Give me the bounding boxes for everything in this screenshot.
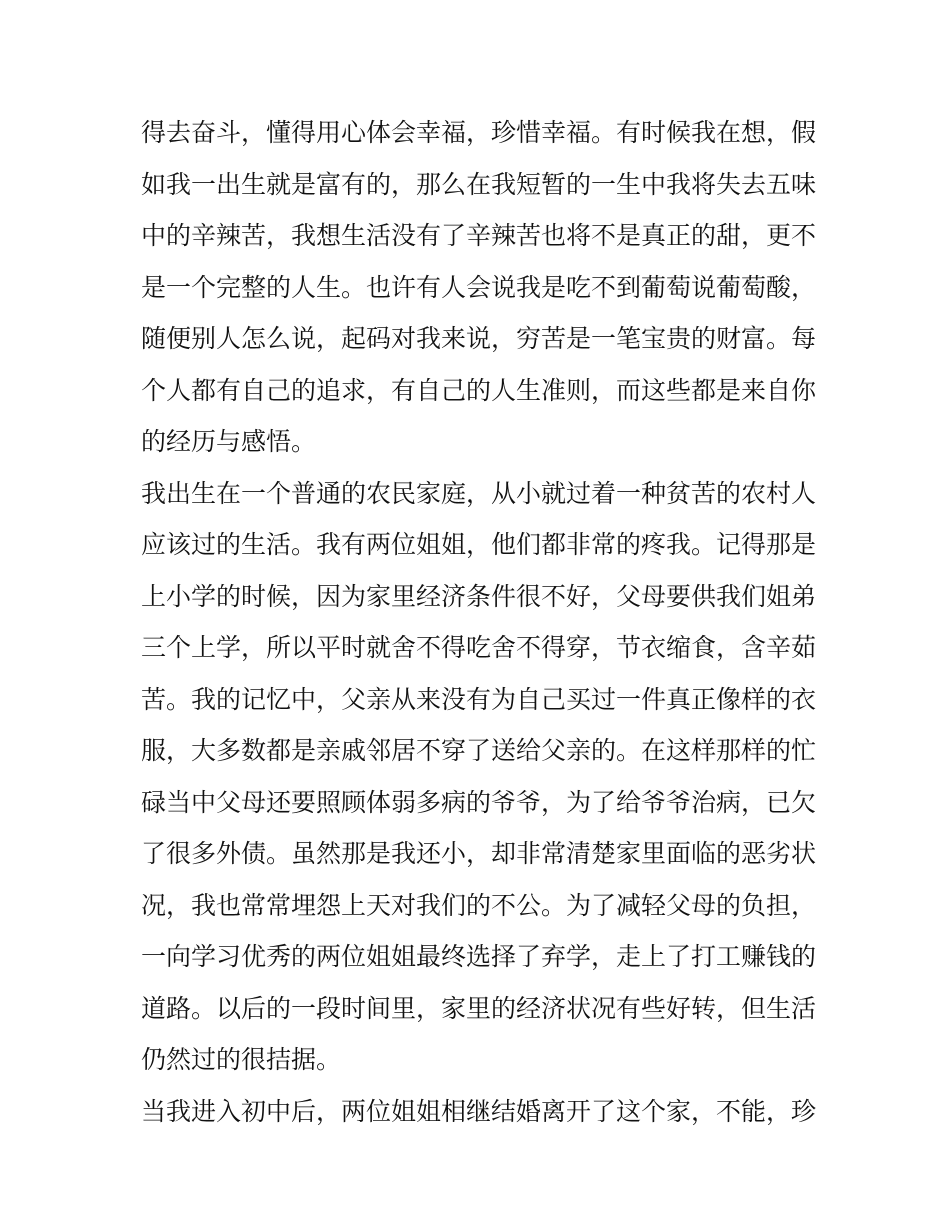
text-line: 一向学习优秀的两位姐姐最终选择了弃学，走上了打工赚钱的 (141, 942, 817, 971)
text-line: 应该过的生活。我有两位姐姐，他们都非常的疼我。记得那是 (141, 530, 817, 559)
text-line: 服，大多数都是亲戚邻居不穿了送给父亲的。在这样那样的忙 (141, 736, 817, 765)
text-line: 况，我也常常埋怨上天对我们的不公。为了减轻父母的负担， (141, 890, 817, 920)
text-line: 苦。我的记忆中，父亲从来没有为自己买过一件真正像样的衣 (141, 684, 817, 714)
text-line: 得去奋斗，懂得用心体会幸福，珍惜幸福。有时候我在想，假 (141, 118, 817, 147)
text-line: 如我一出生就是富有的，那么在我短暂的一生中我将失去五味 (141, 169, 817, 199)
text-line: 上小学的时候，因为家里经济条件很不好，父母要供我们姐弟 (141, 581, 817, 611)
text-line: 随便别人怎么说，起码对我来说，穷苦是一笔宝贵的财富。每 (141, 324, 817, 353)
text-line: 个人都有自己的追求，有自己的人生准则，而这些都是来自你 (141, 375, 817, 405)
paragraph-1 (141, 107, 821, 468)
text-line: 道路。以后的一段时间里，家里的经济状况有些好转，但生活 (141, 993, 817, 1023)
text-line: 中的辛辣苦，我想生活没有了辛辣苦也将不是真正的甜，更不 (141, 221, 817, 250)
text-line: 当我进入初中后，两位姐姐相继结婚离开了这个家，不能，珍 (141, 1096, 817, 1126)
paragraph-3 (141, 1086, 821, 1138)
document-body (141, 107, 821, 1137)
text-line: 仍然过的很拮据。 (141, 1045, 342, 1074)
text-line: 碌当中父母还要照顾体弱多病的爷爷，为了给爷爷治病，已欠 (141, 787, 817, 817)
text-line: 是一个完整的人生。也许有人会说我是吃不到葡萄说葡萄酸， (141, 272, 817, 302)
text-line: 三个上学，所以平时就舍不得吃舍不得穿，节衣缩食，含辛茹 (141, 633, 817, 662)
text-line: 的经历与感悟。 (141, 427, 317, 456)
text-line: 了很多外债。虽然那是我还小，却非常清楚家里面临的恶劣状 (141, 839, 817, 868)
text-line: 我出生在一个普通的农民家庭，从小就过着一种贫苦的农村人 (141, 478, 817, 508)
paragraph-2 (141, 468, 821, 1086)
